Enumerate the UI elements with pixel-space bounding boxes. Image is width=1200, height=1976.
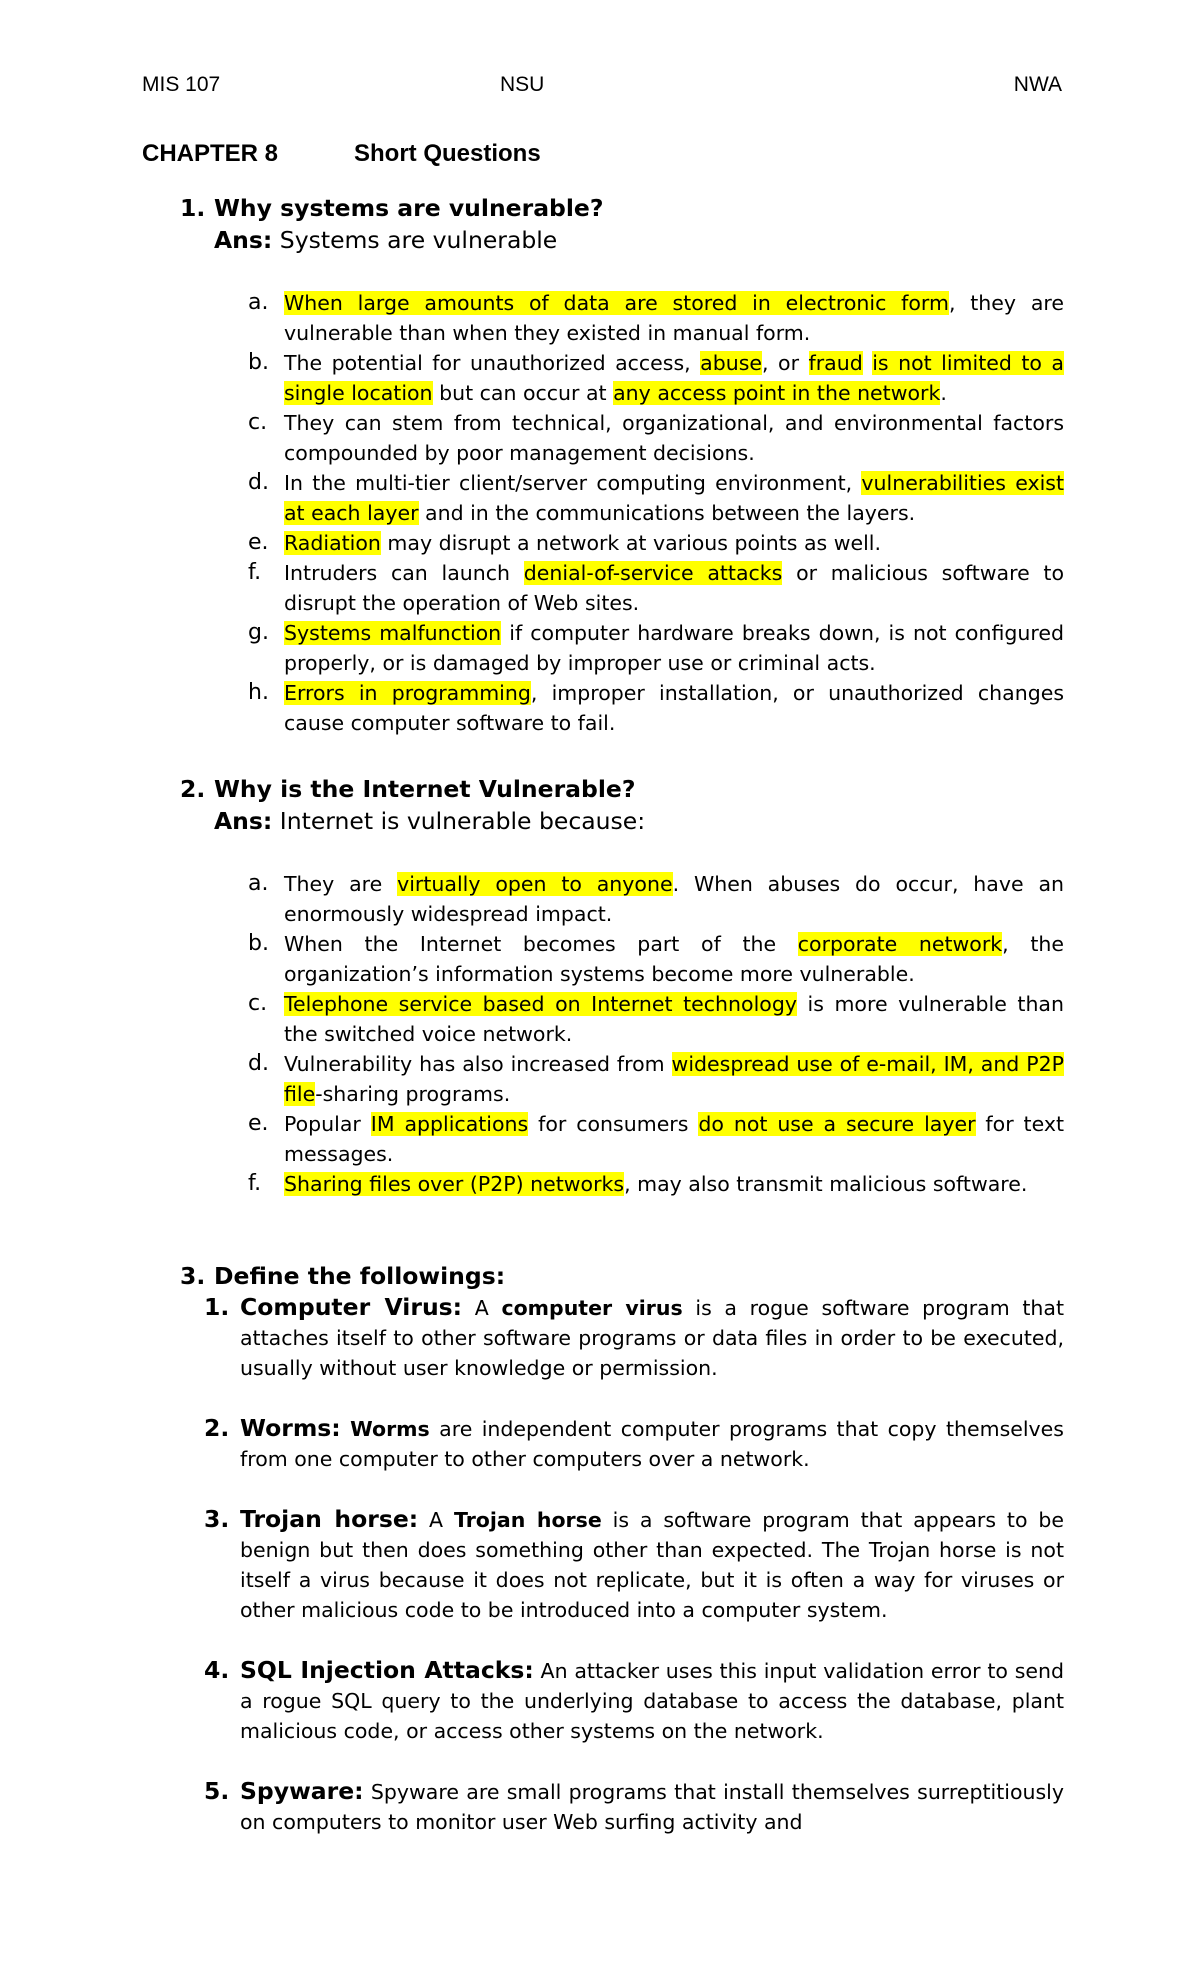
definition-number: 1. — [204, 1293, 230, 1321]
definition-term: Trojan horse: — [240, 1505, 419, 1533]
item-text — [863, 351, 873, 375]
chapter-subtitle: Short Questions — [354, 140, 541, 167]
header-university: NSU — [500, 73, 545, 96]
item-text: Intruders can launch — [284, 561, 524, 585]
item-text: Vulnerability has also increased from — [284, 1052, 672, 1076]
highlighted-text: When large amounts of data are stored in electronic form — [284, 291, 949, 315]
highlighted-text: widespread use of e-mail, IM, and P2P file — [284, 1052, 1064, 1106]
item-text: may disrupt a network at various points as well. — [380, 531, 882, 555]
answer-text: Internet is vulnerable because: — [279, 807, 646, 835]
definition-item — [204, 1413, 1064, 1474]
question-1-list — [248, 288, 1065, 738]
highlighted-text: virtually open to anyone — [397, 872, 673, 896]
highlighted-text: Systems malfunction — [284, 621, 502, 645]
list-letter: d. — [248, 1051, 269, 1076]
definition-text: are independent computer programs that copy themselves from one computer to other computers over a network. — [240, 1417, 1064, 1471]
answer-label: Ans: — [214, 807, 273, 835]
list-item — [248, 989, 1064, 1049]
list-item — [248, 1109, 1065, 1169]
highlighted-text: do not use a secure layer — [698, 1112, 976, 1136]
definition-text: is a software program that appears to be benign but then does something other than expected. The Trojan horse is not itself a virus because it does not replicate, but it is often a way for viruses or other malicious code to be introduced into a computer system. — [240, 1508, 1064, 1622]
question-2-heading — [180, 775, 636, 803]
chapter-title — [142, 140, 541, 168]
highlighted-text: Errors in programming — [284, 681, 531, 705]
header-course: MIS 107 — [142, 73, 221, 96]
question-number: 1. — [180, 194, 206, 222]
list-letter: b. — [248, 931, 269, 956]
definition-item — [204, 1655, 1064, 1746]
list-letter: f. — [248, 560, 262, 585]
question-1-heading — [180, 194, 604, 222]
definition-term: Spyware: — [240, 1777, 364, 1805]
item-text: for consumers — [528, 1112, 699, 1136]
item-text: In the multi-tier client/server computing environment, — [284, 471, 862, 495]
item-text: or malicious software to disrupt the operation of Web sites. — [284, 561, 1064, 615]
item-text: They are — [284, 872, 398, 896]
item-text: The potential for unauthorized access, — [284, 351, 701, 375]
definition-text: A — [418, 1508, 454, 1532]
highlighted-text: corporate network — [797, 932, 1003, 956]
item-text: Popular — [284, 1112, 371, 1136]
question-1-answer — [214, 226, 557, 254]
definition-number: 3. — [204, 1505, 230, 1533]
list-item — [248, 618, 1064, 678]
list-item — [248, 408, 1064, 468]
definition-item — [204, 1292, 1064, 1383]
list-letter: e. — [248, 530, 269, 555]
definitions-list — [204, 1292, 1064, 1867]
item-text: is more vulnerable than the switched voice network. — [284, 992, 1064, 1046]
list-item — [248, 869, 1065, 929]
highlighted-text: vulnerabilities exist at each layer — [284, 471, 1064, 525]
highlighted-text: any access point in the network — [613, 381, 941, 405]
question-title: Define the followings: — [214, 1262, 506, 1290]
list-letter: c. — [248, 410, 268, 435]
definition-number: 2. — [204, 1414, 230, 1442]
list-letter: b. — [248, 350, 269, 375]
definition-term: Worms: — [240, 1414, 341, 1442]
item-text: , may also transmit malicious software. — [624, 1172, 1028, 1196]
item-text: for text messages. — [284, 1112, 1065, 1166]
item-text: if computer hardware breaks down, is not configured properly, or is damaged by improper use or criminal acts. — [284, 621, 1064, 675]
list-item — [248, 1049, 1064, 1109]
list-letter: f. — [248, 1171, 262, 1196]
definition-item — [204, 1776, 1064, 1837]
highlighted-text: is not limited to a single location — [284, 351, 1064, 405]
item-text: , or — [762, 351, 809, 375]
bold-term: Trojan horse — [453, 1508, 602, 1532]
list-item — [248, 558, 1064, 618]
answer-text: Systems are vulnerable — [279, 226, 558, 254]
header-initials: NWA — [1013, 73, 1062, 96]
list-item — [248, 678, 1065, 738]
item-text: , the organization’s information systems become more vulnerable. — [284, 932, 1064, 986]
definition-text: Spyware are small programs that install themselves surreptitiously on computers to monitor user Web surfing activity and — [240, 1780, 1064, 1834]
item-text: -sharing programs. — [315, 1082, 511, 1106]
definition-text: A — [462, 1296, 502, 1320]
item-text: , improper installation, or unauthorized changes cause computer software to fail. — [284, 681, 1065, 735]
highlighted-text: Radiation — [284, 531, 381, 555]
bold-term: computer virus — [501, 1296, 683, 1320]
definition-text: An attacker uses this input validation error to send a rogue SQL query to the underlying database to access the database, plant malicious code, or access other systems on the network. — [240, 1659, 1064, 1743]
list-letter: a. — [248, 290, 269, 315]
item-text: but can occur at — [432, 381, 614, 405]
item-text: . When abuses do occur, have an enormously widespread impact. — [284, 872, 1065, 926]
list-letter: g. — [248, 620, 269, 645]
list-letter: h. — [248, 680, 269, 705]
definition-term: SQL Injection Attacks: — [240, 1656, 534, 1684]
definition-number: 4. — [204, 1656, 230, 1684]
list-item — [248, 528, 1064, 558]
item-text: , they are vulnerable than when they existed in manual form. — [284, 291, 1064, 345]
question-2-list — [248, 869, 1065, 1199]
list-item — [248, 1169, 1064, 1199]
definition-number: 5. — [204, 1777, 230, 1805]
list-item — [248, 468, 1064, 528]
question-number: 2. — [180, 775, 206, 803]
list-letter: c. — [248, 991, 268, 1016]
list-item — [248, 348, 1064, 408]
highlighted-text: abuse — [700, 351, 763, 375]
highlighted-text: Telephone service based on Internet technology — [284, 992, 797, 1016]
definition-text — [341, 1417, 350, 1441]
highlighted-text: Sharing files over (P2P) networks — [284, 1172, 625, 1196]
list-item — [248, 288, 1064, 348]
answer-label: Ans: — [214, 226, 273, 254]
list-letter: e. — [248, 1111, 269, 1136]
highlighted-text: denial-of-service attacks — [523, 561, 783, 585]
question-3-heading — [180, 1262, 506, 1290]
definition-item — [204, 1504, 1064, 1625]
question-title: Why systems are vulnerable? — [214, 194, 604, 222]
question-2-answer — [214, 807, 645, 835]
item-text: When the Internet becomes part of the — [284, 932, 798, 956]
list-letter: d. — [248, 470, 269, 495]
definition-term: Computer Virus: — [240, 1293, 463, 1321]
list-item — [248, 929, 1064, 989]
definition-text: is a rogue software program that attaches itself to other software programs or data files in order to be executed, usually without user knowledge or permission. — [240, 1296, 1064, 1380]
question-title: Why is the Internet Vulnerable? — [214, 775, 636, 803]
highlighted-text: IM applications — [370, 1112, 529, 1136]
item-text: and in the communications between the layers. — [418, 501, 916, 525]
question-number: 3. — [180, 1262, 206, 1290]
chapter-label: CHAPTER 8 — [142, 140, 279, 167]
item-text: They can stem from technical, organizational, and environmental factors compounded by poor management decisions. — [284, 411, 1064, 465]
item-text: . — [940, 381, 947, 405]
bold-term: Worms — [350, 1417, 430, 1441]
list-letter: a. — [248, 871, 269, 896]
highlighted-text: fraud — [808, 351, 863, 375]
